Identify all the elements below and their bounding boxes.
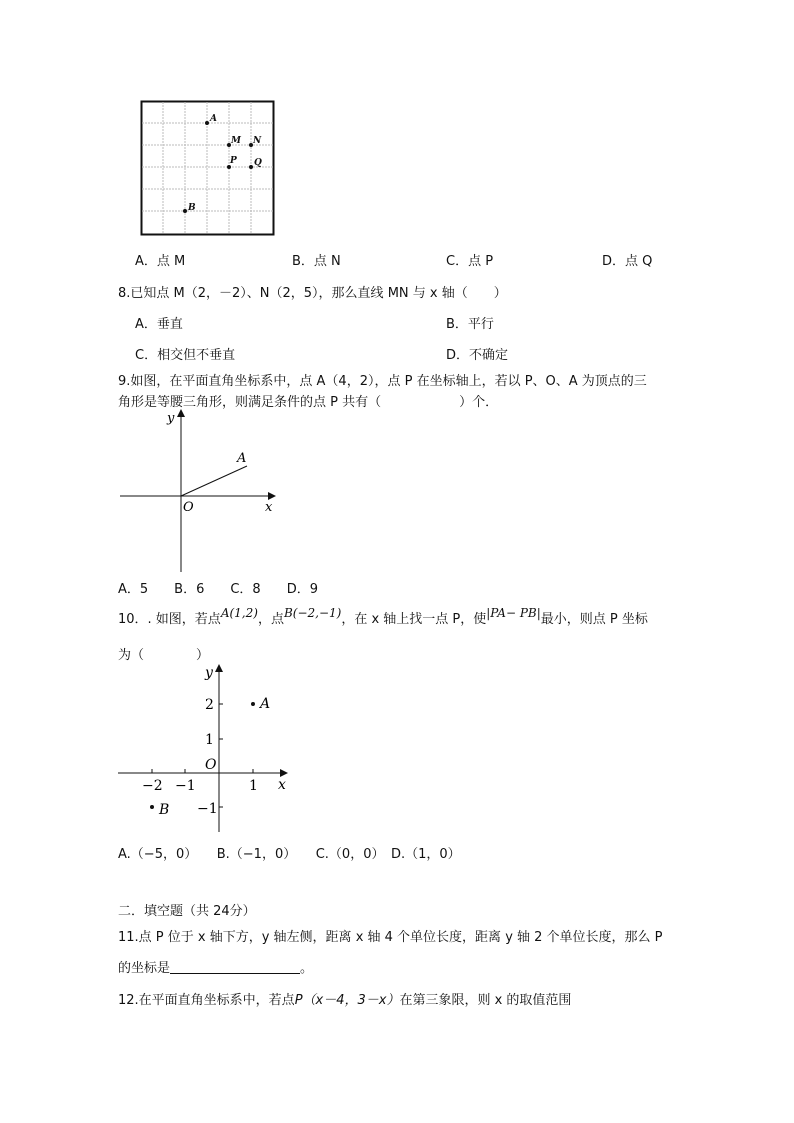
q10-x-label: x [278, 777, 286, 793]
q10-xtick-neg2: −2 [142, 778, 163, 794]
q11-answer-blank[interactable] [170, 961, 300, 974]
q10-xtick-neg1: −1 [175, 778, 196, 794]
q10-y-label: y [205, 665, 213, 681]
q10-point-b-label: B [159, 802, 170, 818]
q10-stem-line1 [118, 606, 648, 627]
point-a-dot [205, 121, 209, 125]
q8-stem: 8.已知点 M（2，－2）、N（2，5），那么直线 MN 与 x 轴（ ） [118, 286, 507, 301]
q7-option-d: D．点 Q [602, 254, 653, 269]
q12-line [118, 989, 571, 1008]
q12-prefix: 12.在平面直角坐标系中，若点 [118, 993, 295, 1008]
q10-point-b-dot [150, 805, 154, 809]
q10-ytick-2: 2 [205, 697, 214, 713]
q9-y-label: y [167, 411, 175, 426]
q12-suffix: 在第三象限，则 x 的取值范围 [399, 993, 572, 1008]
point-q-dot [249, 165, 253, 169]
q9-options: A．5 B．6 C．8 D．9 [118, 582, 318, 597]
q7-option-c: C．点 P [446, 254, 494, 269]
q10-stem-line2: 为（ ） [118, 648, 210, 663]
q8-option-a: A．垂直 [135, 317, 183, 332]
q10-point-a-dot [251, 702, 255, 706]
q10-ytick-neg1: −1 [197, 801, 218, 817]
label-m: M [231, 136, 241, 146]
q10-point-a-label: A [260, 696, 271, 712]
label-a: A [210, 114, 217, 124]
label-n: N [253, 136, 262, 146]
q8-option-c: C．相交但不垂直 [135, 348, 236, 363]
q9-x-label: x [265, 500, 273, 515]
q10-mid1: ，点 [257, 612, 284, 627]
q11-line2 [118, 957, 313, 976]
q10-point-b: B(−2,−1) [283, 606, 342, 620]
q10-origin-label: O [205, 757, 217, 773]
q12-point: P（x－4，3－x） [294, 993, 400, 1008]
q10-point-a: A(1,2) [220, 606, 258, 620]
q9-stem-line2: 角形是等腰三角形，则满足条件的点 P 共有（ ）个． [118, 395, 499, 410]
segment-oa [181, 466, 247, 496]
q10-xtick-1: 1 [249, 778, 258, 794]
label-q: Q [254, 158, 262, 168]
label-p: P [230, 156, 237, 166]
q8-option-b: B．平行 [446, 317, 494, 332]
q10-suffix: 最小，则点 P 坐标 [540, 612, 648, 627]
q9-axes-figure [115, 405, 285, 575]
q9-origin-label: O [183, 500, 194, 515]
q10-expr: |PA− PB| [486, 606, 541, 620]
q10-ytick-1: 1 [205, 732, 214, 748]
label-b: B [188, 203, 196, 213]
q9-point-a-label: A [237, 451, 247, 466]
q10-axes-figure [115, 660, 300, 835]
q11-suffix2: 。 [300, 961, 314, 976]
point-b-dot [183, 209, 187, 213]
grid-figure [140, 100, 275, 236]
section2-title: 二．填空题（共 24分） [118, 904, 256, 919]
q7-option-a: A．点 M [135, 254, 186, 269]
q11-prefix2: 的坐标是 [118, 961, 171, 976]
q10-mid2: ，在 x 轴上找一点 P，使 [341, 612, 487, 627]
q8-option-d: D．不确定 [446, 348, 509, 363]
q7-option-b: B．点 N [292, 254, 341, 269]
q11-line1: 11.点 P 位于 x 轴下方，y 轴左侧，距离 x 轴 4 个单位长度，距离 y 轴 2 个单位长度，那么 P [118, 930, 663, 945]
q10-prefix: 10．. 如图，若点 [118, 612, 221, 627]
q10-options: A.（−5，0） B.（−1，0） C.（0，0） D.（1，0） [118, 847, 461, 862]
q9-stem-line1: 9.如图，在平面直角坐标系中，点 A（4，2），点 P 在坐标轴上，若以 P、O、A 为顶点的三 [118, 374, 647, 389]
